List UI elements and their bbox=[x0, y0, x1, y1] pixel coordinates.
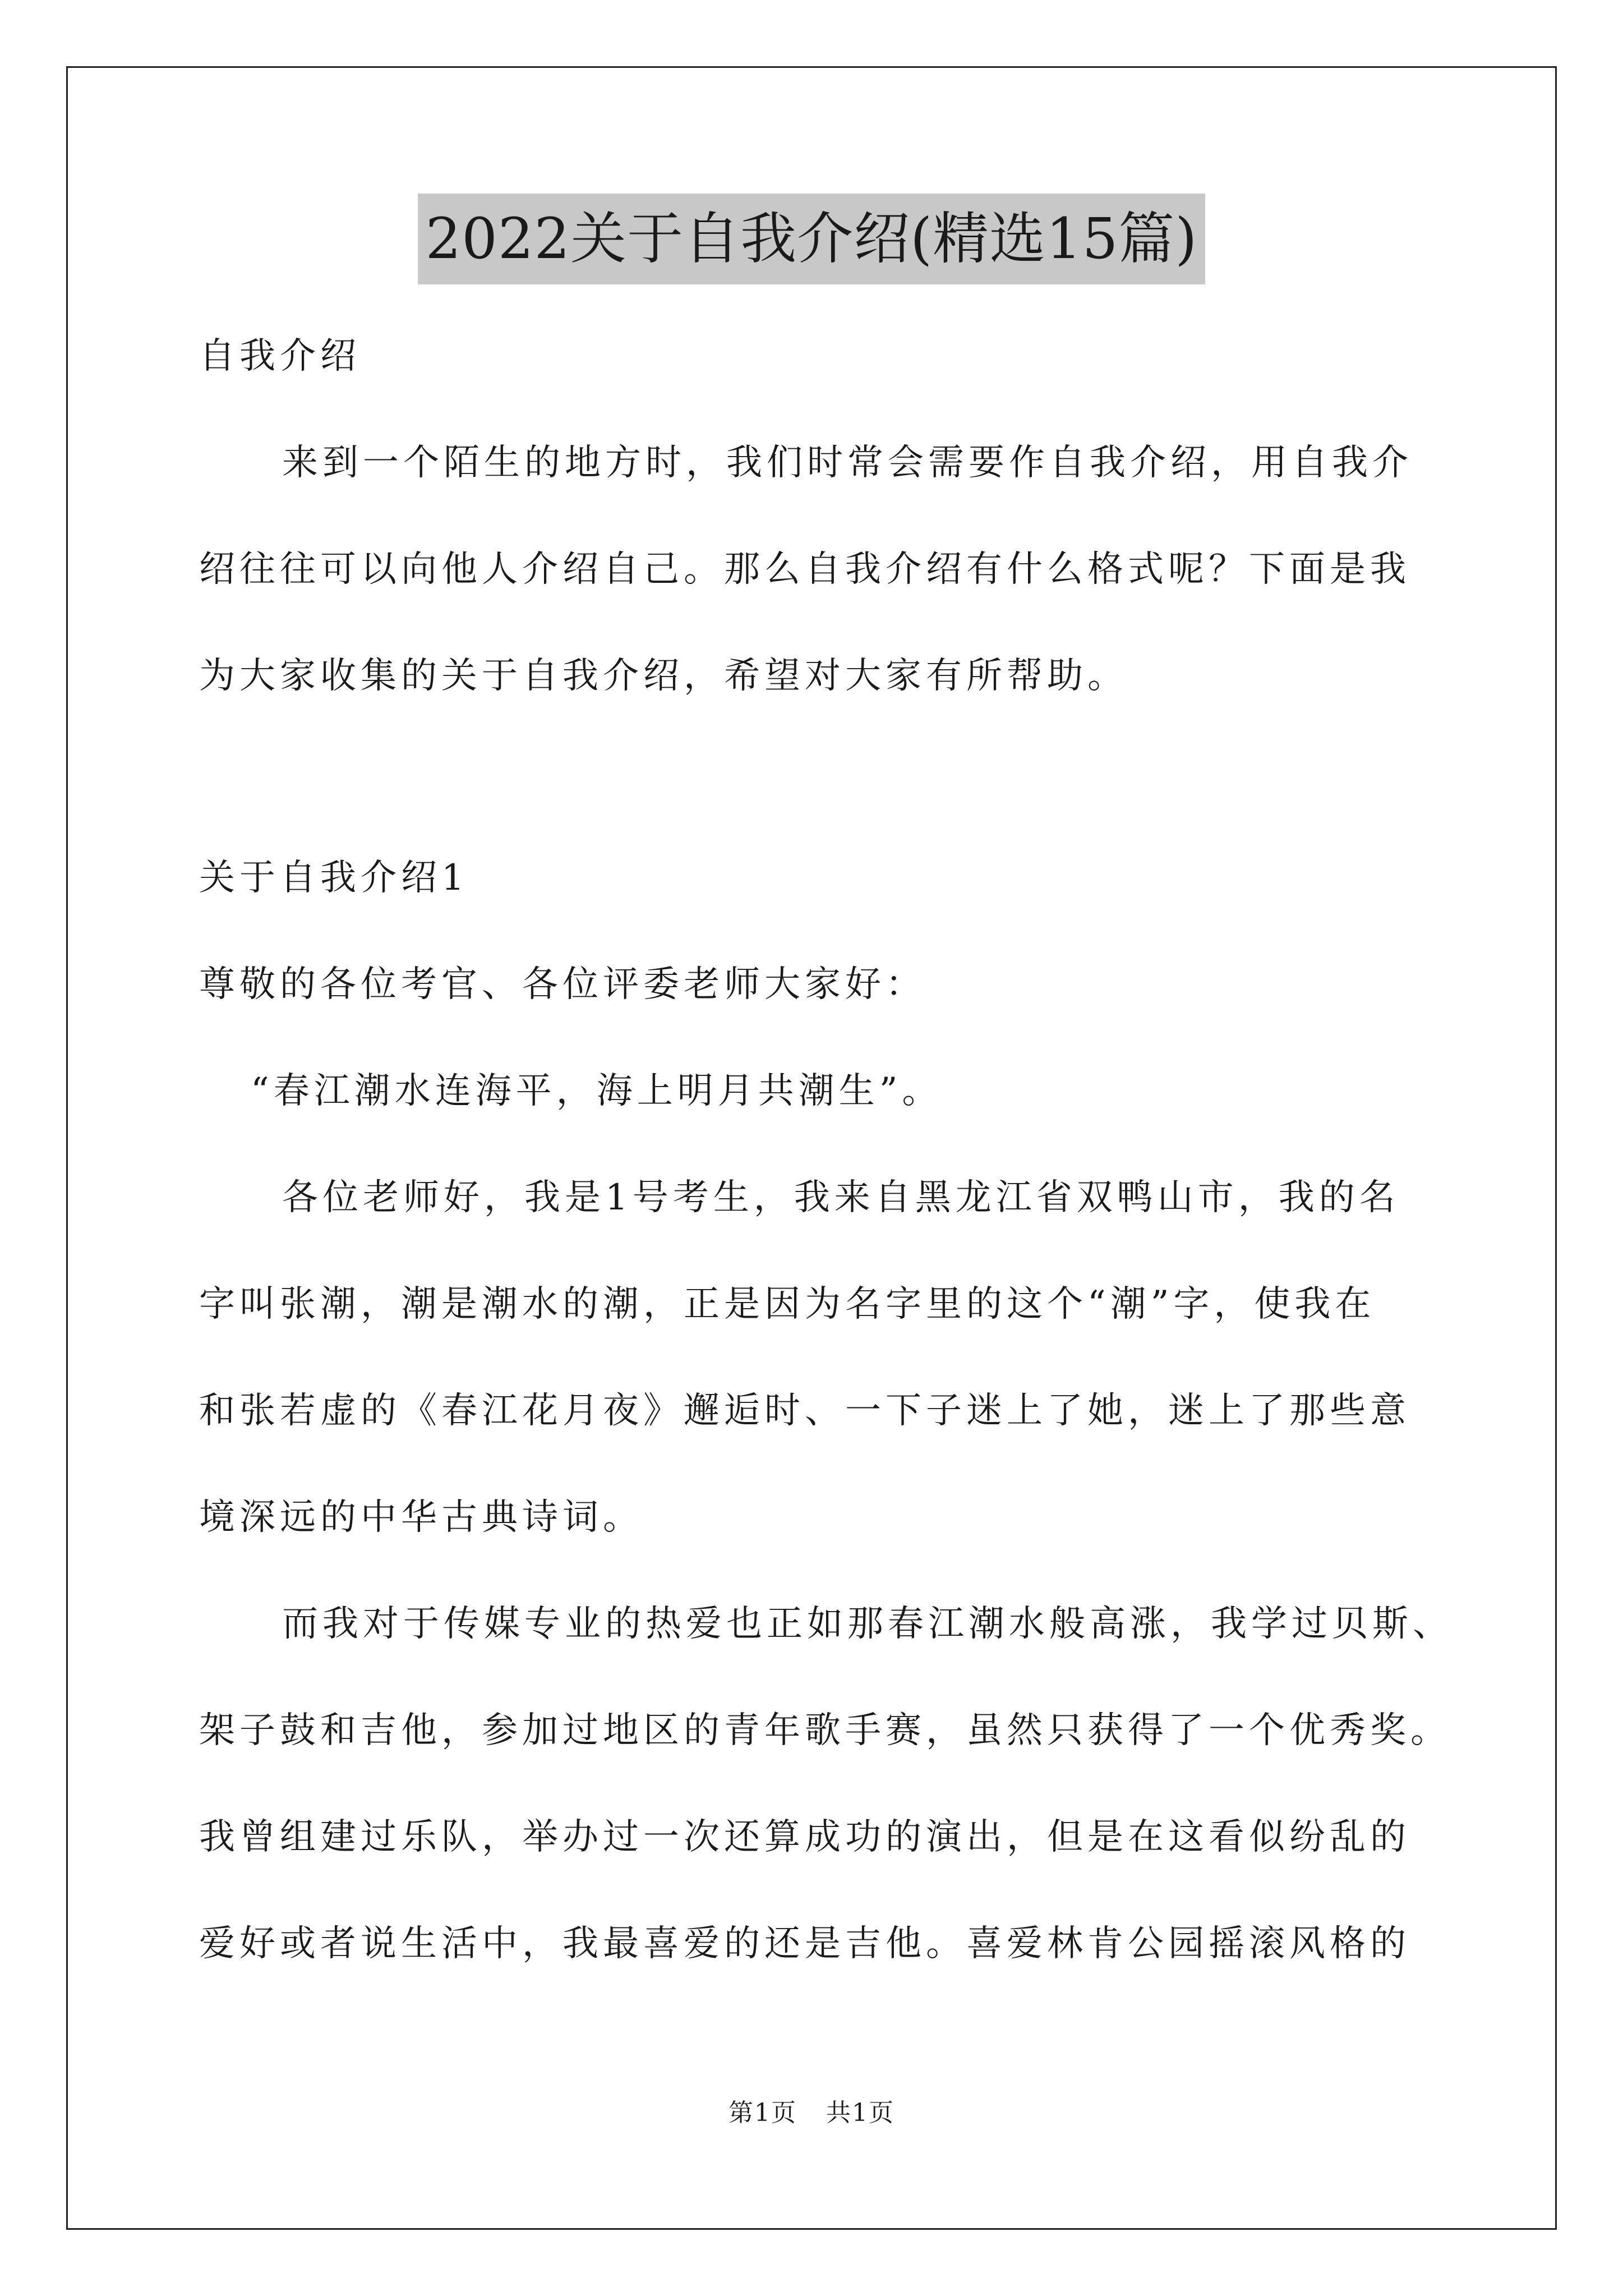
paragraph-line: 我曾组建过乐队，举办过一次还算成功的演出，但是在这看似纷乱的 bbox=[199, 1816, 1410, 1858]
greeting-line: 尊敬的各位考官、各位评委老师大家好： bbox=[199, 964, 926, 1005]
paragraph-line: 境深远的中华古典诗词。 bbox=[199, 1497, 643, 1538]
section-gap bbox=[199, 740, 1433, 836]
paragraph-line: 和张若虚的《春江花月夜》邂逅时、一下子迷上了她，迷上了那些意 bbox=[199, 1390, 1410, 1432]
page-footer bbox=[0, 2092, 1623, 2128]
paragraph-line: 各位老师好，我是1号考生，我来自黑龙江省双鸭山市，我的名 bbox=[282, 1177, 1400, 1218]
title-container bbox=[0, 194, 1623, 284]
paragraph-line: 字叫张潮，潮是潮水的潮，正是因为名字里的这个“潮”字，使我在 bbox=[199, 1283, 1376, 1325]
intro-heading: 自我介绍 bbox=[199, 335, 361, 377]
paragraph-line: 架子鼓和吉他，参加过地区的青年歌手赛，虽然只获得了一个优秀奖。 bbox=[199, 1710, 1451, 1751]
paragraph-line: 爱好或者说生活中，我最喜爱的还是吉他。喜爱林肯公园摇滚风格的 bbox=[199, 1923, 1410, 1964]
intro-line: 为大家收集的关于自我介绍，希望对大家有所帮助。 bbox=[199, 655, 1128, 697]
quote-line: “春江潮水连海平，海上明月共潮生”。 bbox=[251, 1070, 943, 1112]
intro-line: 绍往往可以向他人介绍自己。那么自我介绍有什么格式呢？下面是我 bbox=[199, 549, 1410, 590]
page-number-current: 第1页 bbox=[728, 2099, 797, 2127]
document-body bbox=[199, 314, 1453, 2008]
paragraph-line: 而我对于传媒专业的热爱也正如那春江潮水般高涨，我学过贝斯、 bbox=[282, 1603, 1453, 1645]
intro-line: 来到一个陌生的地方时，我们时常会需要作自我介绍，用自我介 bbox=[282, 442, 1413, 484]
document-title: 2022关于自我介绍(精选15篇) bbox=[418, 194, 1206, 284]
section-heading: 关于自我介绍1 bbox=[199, 857, 469, 899]
page-number-total: 共1页 bbox=[826, 2099, 895, 2127]
